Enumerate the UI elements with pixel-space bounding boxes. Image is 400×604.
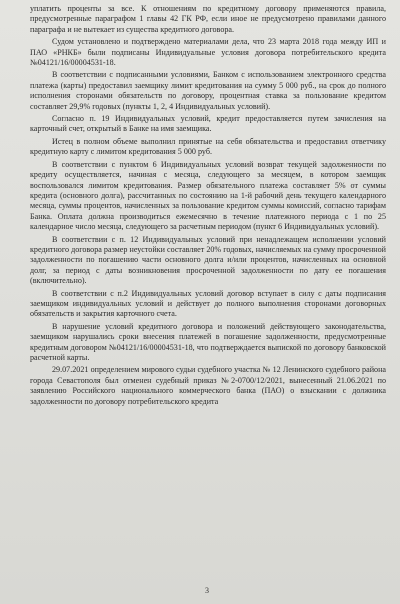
paragraph-10: 29.07.2021 определением мирового судьи судебного участка № 12 Ленинского судебного района города Севастополя был отменен судебный приказ №2-0700/12/2021, вынесенный 21.06.2021 по заявлению Российского национального коммерческого банка (ПАО) о взыскании с должника задолженности по договору потребительского кредита	[30, 365, 386, 406]
paragraph-6: В соответствии с пунктом 6 Индивидуальных условий возврат текущей задолженности по кредиту осуществляется, начиная с месяца, следующего за месяцем, в котором заемщик воспользовался лимитом кредитования. Размер обязательного платежа составляет 5% от суммы кредита (основного долга), рассчитанных по состоянию на 1-й рабочий день текущего календарного месяца, суммы процентов, начисленных за пользование кредитом суммы комиссий, согласно тарифам Банка. Оплата должна производиться ежемесячно в течение платежного периода с 1 по 25 календарное число месяца, следующего за расчетным периодом (пункт 6 Индивидуальных условий).	[30, 159, 386, 232]
paragraph-3: В соответствии с подписанными условиями, Банком с использованием электронного средства платежа (карты) предоставил заемщику лимит кредитования на сумму 5 000 руб., на срок до полного исполнения сторонами обязательств по договору, процентная ставка за пользование кредитом составляет 29,9% годовых (пункты 1, 2, 4 Индивидуальных условий).	[30, 70, 386, 111]
paragraph-7: В соответствии с п. 12 Индивидуальных условий при ненадлежащем исполнении условий кредитного договора размер неустойки составляет 20% годовых, начисляемых на сумму просроченной задолженности по погашению части основного долга и/или процентов, начисленных на основной долг, за период с даты возникновения просроченной задолженности по дату ее погашения (включительно).	[30, 234, 386, 286]
page-number: 3	[205, 586, 209, 595]
paragraph-5: Истец в полном объеме выполнил принятые на себя обязательства и предоставил ответчику кредитную карту с лимитом кредитования 5 000 руб.	[30, 136, 386, 157]
paragraph-8: В соответствии с п.2 Индивидуальных условий договор вступает в силу с даты подписания заемщиком индивидуальных условий и действует до полного выполнения сторонами договорных обязательств и закрытия карточного счета.	[30, 288, 386, 319]
paragraph-9: В нарушение условий кредитного договора и положений действующего законодательства, заемщиком нарушались сроки внесения платежей в погашение задолженности, предусмотренные кредитным договором №04121/16/00004531-18, что подтверждается выпиской по договору банковской расчетной карты.	[30, 321, 386, 362]
paragraph-4: Согласно п. 19 Индивидуальных условий, кредит предоставляется путем зачисления на карточный счет, открытый в Банке на имя заемщика.	[30, 114, 386, 134]
document-body	[30, 4, 386, 407]
paragraph-1: уплатить проценты за все. К отношениям по кредитному договору применяются правила, предусмотренные параграфом 1 главы 42 ГК РФ, если иное не предусмотрено правилами данного параграфа и не вытекает из существа кредитного договора.	[30, 4, 386, 34]
paragraph-2: Судом установлено и подтверждено материалами дела, что 23 марта 2018 года между ИП и ПАО «РНКБ» были подписаны Индивидуальные условия договора потребительского кредита №04121/16/00004531-18.	[30, 37, 386, 68]
